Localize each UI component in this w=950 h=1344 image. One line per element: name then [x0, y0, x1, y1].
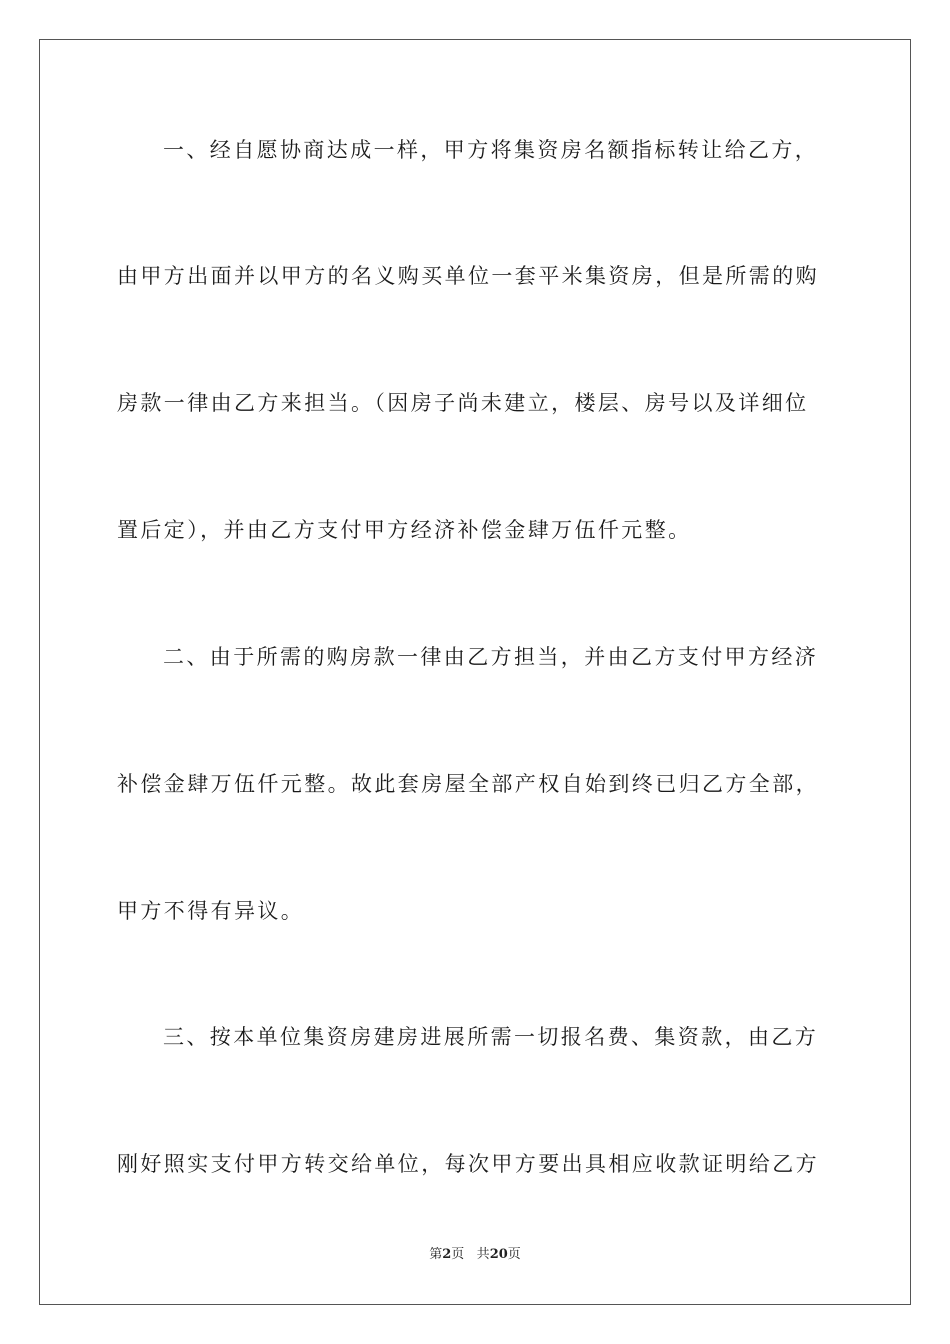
paragraph-3-line-2: 刚好照实支付甲方转交给单位，每次甲方要出具相应收款证明给乙方 — [117, 1152, 819, 1176]
paragraph-1-line-3: 房款一律由乙方来担当。（因房子尚未建立，楼层、房号以及详细位 — [117, 391, 809, 415]
paragraph-2-line-3: 甲方不得有异议。 — [117, 899, 305, 923]
paragraph-2-line-1: 二、由于所需的购房款一律由乙方担当，并由乙方支付甲方经济 — [163, 645, 819, 669]
total-suffix: 页 — [507, 1247, 521, 1262]
page-number: 2 — [442, 1247, 452, 1262]
paragraph-1-line-1: 一、经自愿协商达成一样，甲方将集资房名额指标转让给乙方， — [163, 138, 819, 162]
page-footer — [0, 1246, 950, 1264]
paragraph-1-line-4: 置后定），并由乙方支付甲方经济补偿金肆万伍仟元整。 — [117, 518, 692, 542]
paragraph-2-line-2: 补偿金肆万伍仟元整。故此套房屋全部产权自始到终已归乙方全部， — [117, 772, 819, 796]
page-border — [39, 39, 911, 1305]
paragraph-1-line-2: 由甲方出面并以甲方的名义购买单位一套平米集资房，但是所需的购 — [117, 264, 819, 288]
total-prefix: 共 — [476, 1247, 490, 1262]
total-pages: 20 — [489, 1247, 508, 1262]
page-prefix: 第 — [429, 1247, 443, 1262]
paragraph-3-line-1: 三、按本单位集资房建房进展所需一切报名费、集资款，由乙方 — [163, 1025, 819, 1049]
page-suffix: 页 — [451, 1247, 465, 1262]
